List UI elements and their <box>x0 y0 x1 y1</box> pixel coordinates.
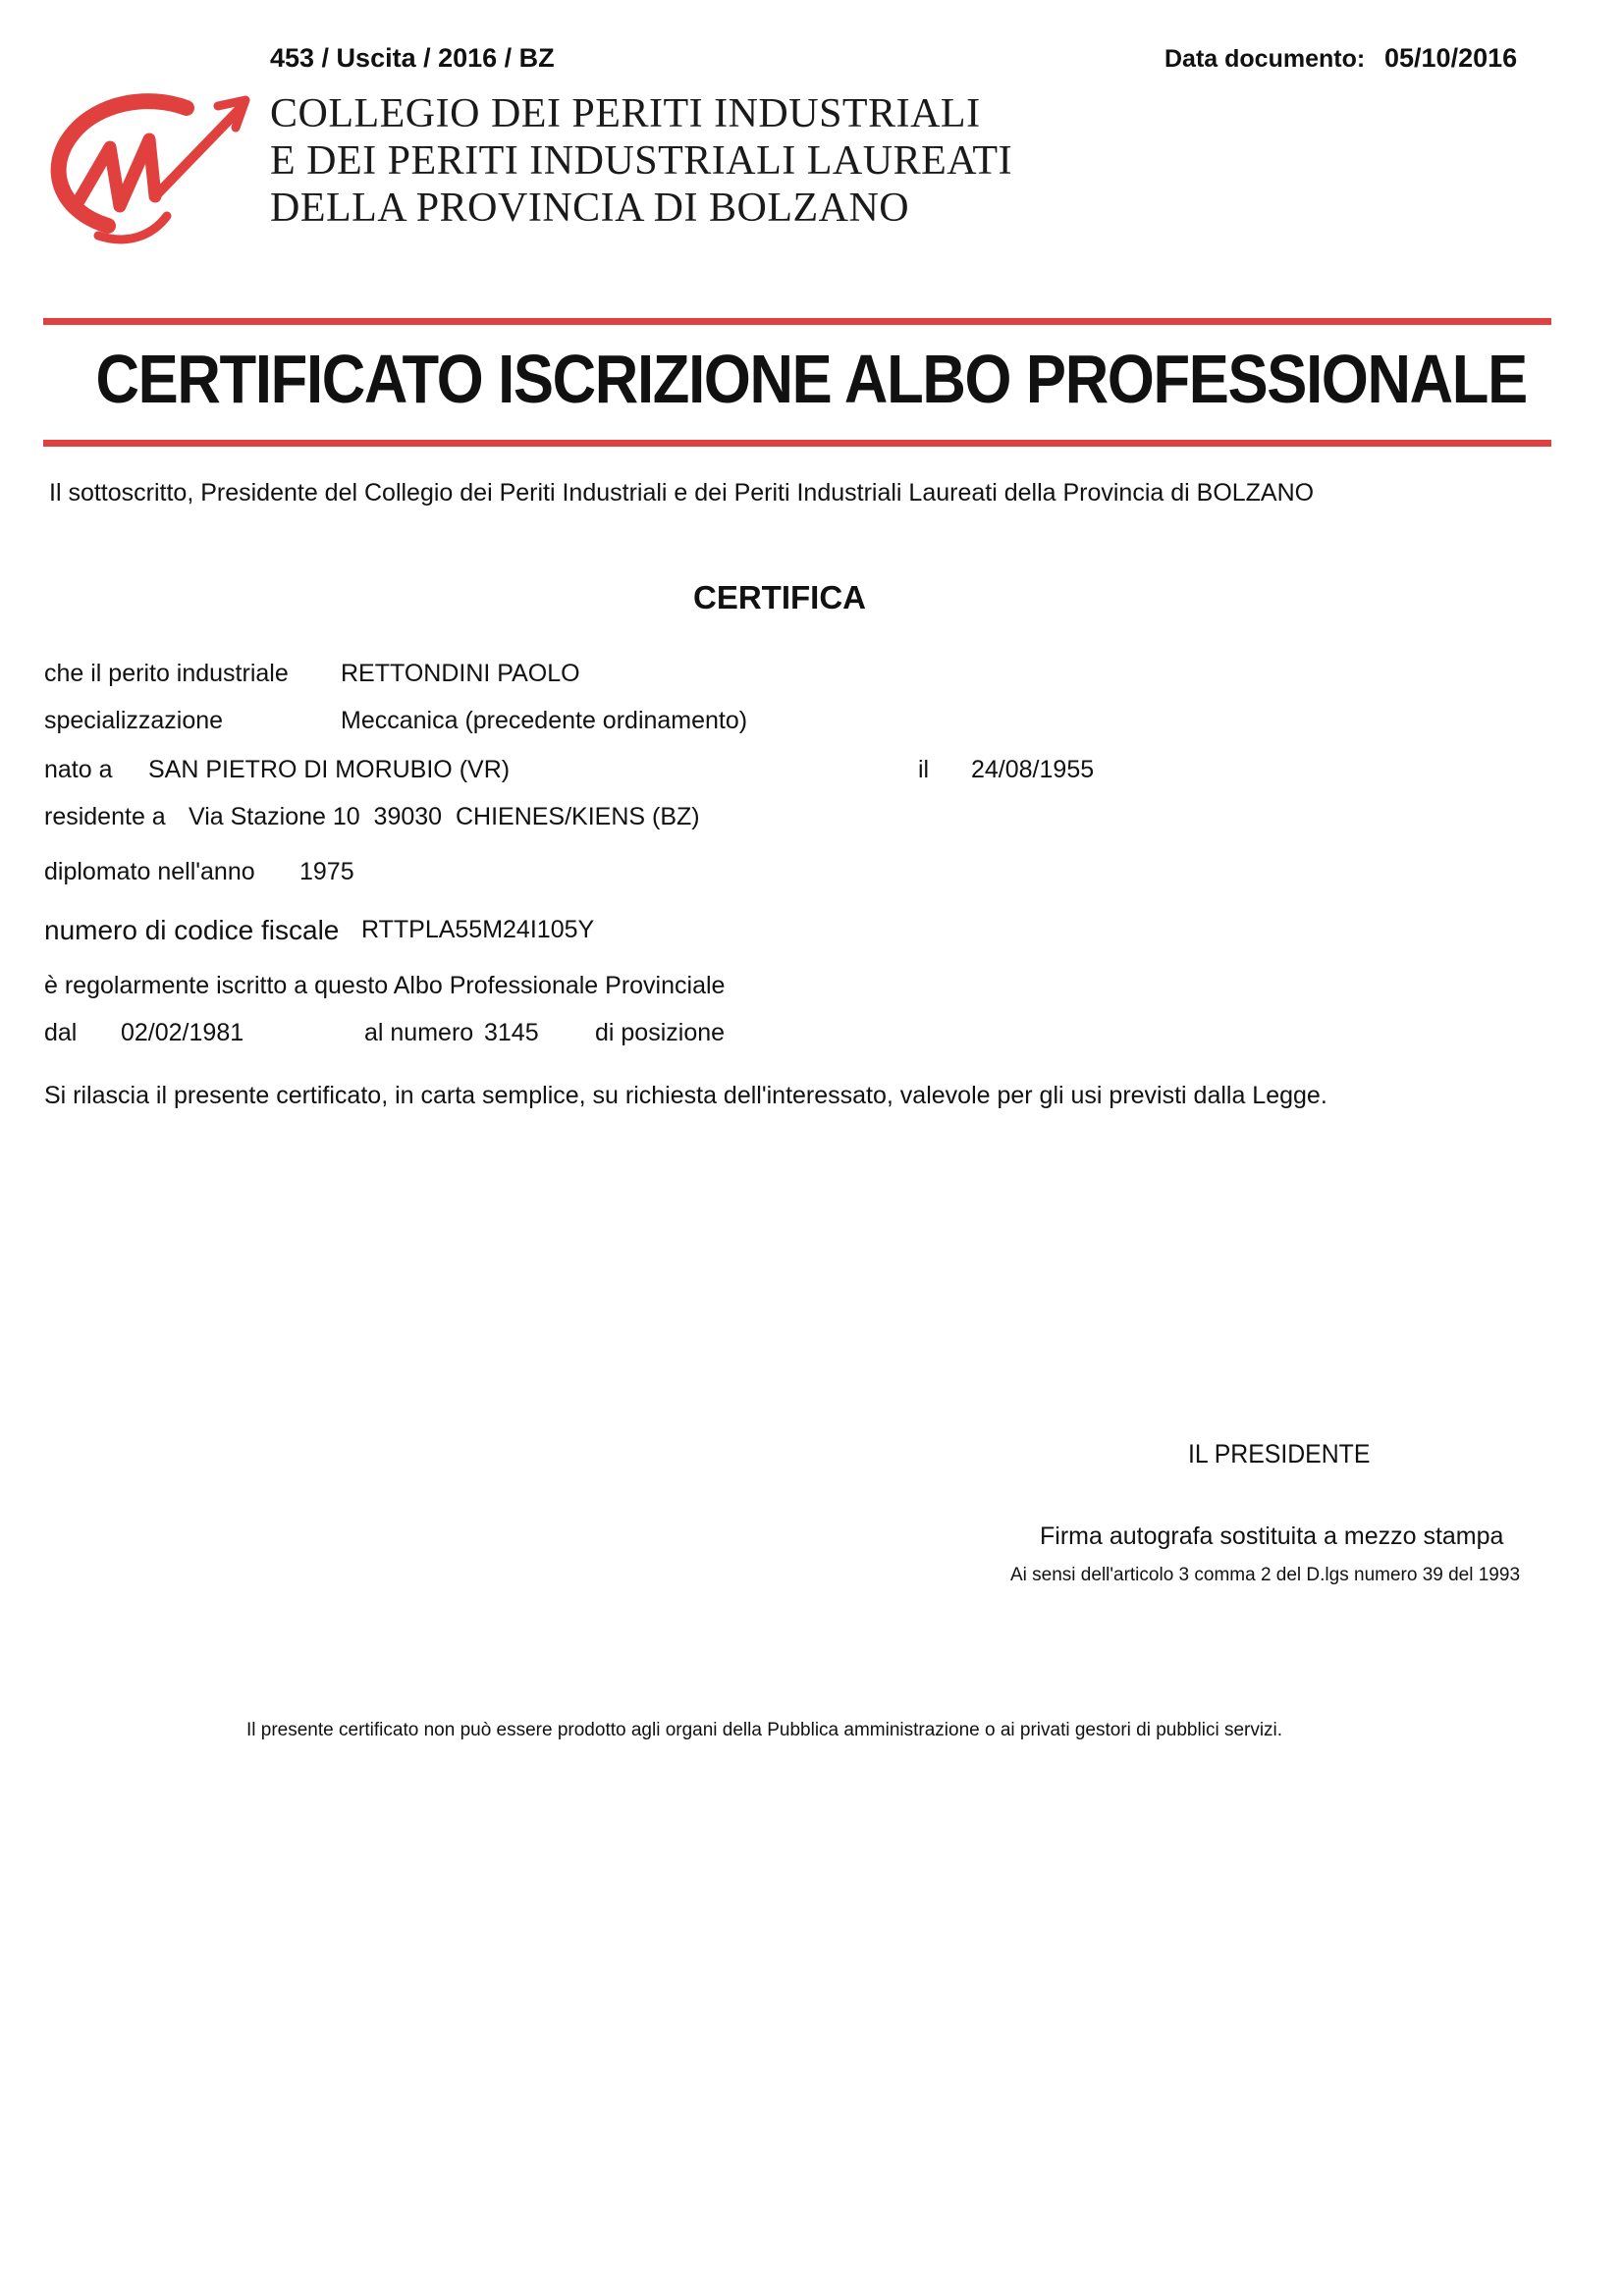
certificate-title: CERTIFICATO ISCRIZIONE ALBO PROFESSIONALE <box>95 341 1527 417</box>
college-logo-icon <box>39 79 255 255</box>
org-name-line3: DELLA PROVINCIA DI BOLZANO <box>270 186 910 231</box>
residente-value: Via Stazione 10 39030 CHIENES/KIENS (BZ) <box>189 803 700 830</box>
nato-value: SAN PIETRO DI MORUBIO (VR) <box>148 756 511 783</box>
rilascio-text: Si rilascia il presente certificato, in carta semplice, su richiesta dell'interessato, valevole per gli usi previsti dalla Legge. <box>44 1082 1327 1109</box>
codice-fiscale-value: RTTPLA55M24I105Y <box>361 916 595 943</box>
signature-note: Firma autografa sostituita a mezzo stampa <box>1040 1522 1504 1550</box>
certifica-heading: CERTIFICA <box>693 579 866 615</box>
birth-date-label: il <box>918 756 930 783</box>
dal-label: dal <box>44 1019 78 1046</box>
perito-value: RETTONDINI PAOLO <box>341 660 580 687</box>
specializzazione-label: specializzazione <box>44 707 224 734</box>
diploma-value: 1975 <box>299 858 354 885</box>
numero-label: al numero <box>364 1019 474 1046</box>
posizione-label: di posizione <box>595 1019 726 1046</box>
document-date-label: Data documento: <box>1164 45 1366 73</box>
protocol-number: 453 / Uscita / 2016 / BZ <box>270 43 555 73</box>
footer-disclaimer: Il presente certificato non può essere prodotto agli organi della Pubblica amministrazione o ai privati gestori di pubblici servizi. <box>246 1720 1283 1740</box>
org-name-line2: E DEI PERITI INDUSTRIALI LAUREATI <box>270 138 1013 184</box>
numero-value: 3145 <box>484 1019 539 1046</box>
org-name-line1: COLLEGIO DEI PERITI INDUSTRIALI <box>270 91 981 136</box>
bottom-red-rule <box>43 440 1551 447</box>
specializzazione-value: Meccanica (precedente ordinamento) <box>341 707 748 734</box>
residente-label: residente a <box>44 803 166 830</box>
president-title: IL PRESIDENTE <box>1188 1439 1371 1468</box>
document-date-value: 05/10/2016 <box>1384 43 1518 73</box>
legal-reference: Ai sensi dell'articolo 3 comma 2 del D.lgs numero 39 del 1993 <box>1010 1565 1521 1585</box>
dal-value: 02/02/1981 <box>121 1019 244 1046</box>
diploma-label: diplomato nell'anno <box>44 858 255 885</box>
nato-label: nato a <box>44 756 113 783</box>
iscritto-text: è regolarmente iscritto a questo Albo Professionale Provinciale <box>44 972 726 999</box>
intro-text: Il sottoscritto, Presidente del Collegio dei Periti Industriali e dei Periti Industriali Laureati della Provincia di BOLZANO <box>49 479 1315 507</box>
perito-label: che il perito industriale <box>44 660 289 687</box>
top-red-rule <box>43 318 1551 325</box>
codice-fiscale-label: numero di codice fiscale <box>44 915 340 945</box>
birth-date-value: 24/08/1955 <box>971 756 1095 783</box>
